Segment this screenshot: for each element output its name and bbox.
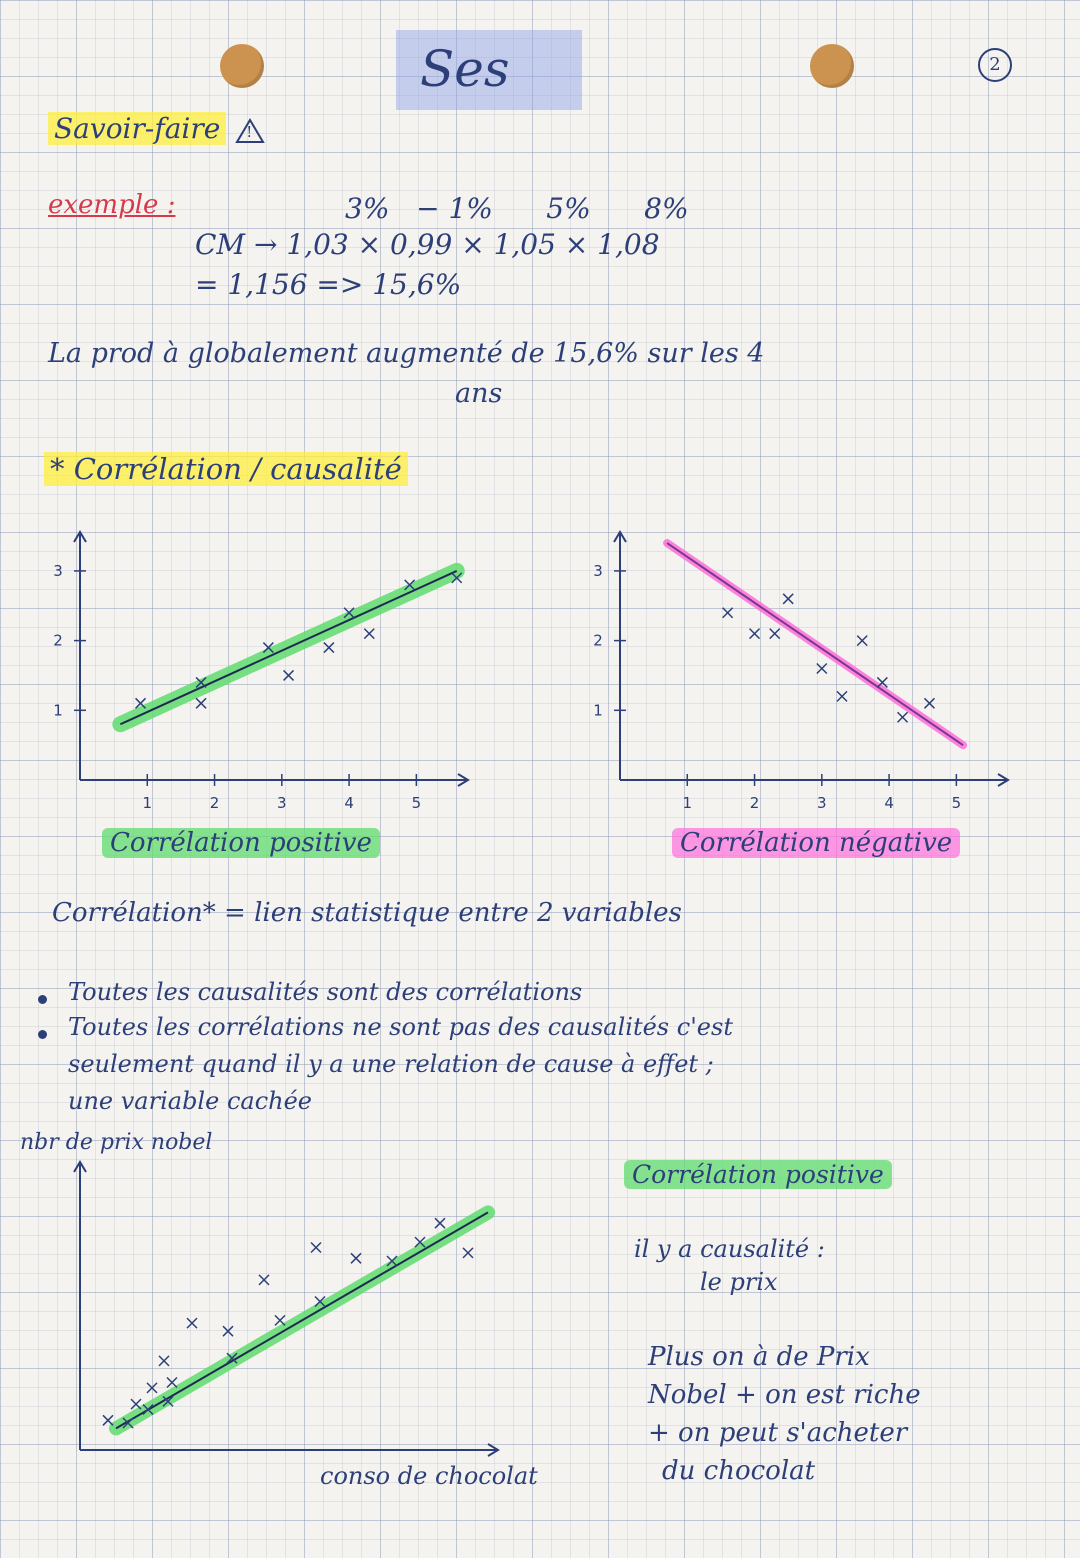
data-point [131,1399,141,1409]
chart-chocolate-nobel [50,1160,530,1480]
y-tick-label: 3 [593,561,603,580]
chart1-caption [102,828,380,858]
explanation-line-2: Nobel + on est riche [648,1380,921,1410]
bullet-dot-2 [38,1030,47,1039]
warning-icon: ! [235,118,265,144]
x-tick-label: 4 [344,794,354,812]
chart3-ylabel: nbr de prix nobel [20,1130,213,1155]
definition: Corrélation* = lien statistique entre 2 variables [52,898,682,928]
data-point [187,1318,197,1328]
page-title: Ses [420,40,510,98]
data-point [103,1415,113,1425]
chart1-caption-text: Corrélation positive [102,828,380,858]
y-tick-label: 1 [593,701,603,720]
x-tick-label: 1 [682,794,693,812]
data-point [159,1356,169,1366]
trend-line [116,1212,488,1428]
trend-line [120,571,456,724]
chart2-caption-text: Corrélation négative [672,828,960,858]
conclusion-line-2: ans [455,378,503,409]
data-point [311,1243,321,1253]
data-point [435,1218,445,1228]
data-point [147,1383,157,1393]
data-point [723,608,733,618]
x-tick-label: 2 [209,794,220,812]
correlation-heading-text: * Corrélation / causalité [44,452,408,486]
data-point [259,1275,269,1285]
page-number: 2 [978,48,1012,82]
x-tick-label: 3 [277,794,287,812]
data-point [770,629,780,639]
right-heading [624,1160,892,1189]
x-tick-label: 5 [411,794,422,812]
data-point [324,643,334,653]
data-point [196,698,206,708]
data-point [223,1326,233,1336]
chart3-xlabel: conso de chocolat [320,1462,538,1490]
bullet-2-cont-2: une variable cachée [68,1087,312,1115]
causality-line-1: il y a causalité : [634,1235,825,1263]
y-tick-label: 3 [53,561,63,580]
data-point [275,1315,285,1325]
data-point [837,691,847,701]
x-tick-label: 4 [884,794,894,812]
data-point [783,594,793,604]
data-point [463,1248,473,1258]
x-tick-label: 1 [142,794,153,812]
data-point [167,1378,177,1388]
bullet-1: Toutes les causalités sont des corrélations [68,978,583,1006]
conclusion-line-1: La prod à globalement augmenté de 15,6% sur les 4 [48,338,765,369]
right-heading-text: Corrélation positive [624,1160,892,1189]
y-tick-label: 2 [53,631,63,650]
data-point [817,663,827,673]
trend-line [667,543,963,745]
causality-line-2: le prix [700,1268,778,1296]
example-label: exemple : [48,190,176,220]
data-point [924,698,934,708]
data-point [351,1253,361,1263]
bullet-dot-1 [38,995,47,1004]
data-point [898,712,908,722]
section-heading-text: Savoir-faire [48,112,226,145]
bullet-2-cont-1: seulement quand il y a une relation de cause à effet ; [68,1050,714,1078]
y-tick-label: 2 [593,631,603,650]
data-point [364,629,374,639]
binder-hole-right [810,44,854,88]
correlation-heading [44,452,408,486]
chart-negative-correlation [580,510,1040,840]
y-tick-label: 1 [53,701,63,720]
explanation-line-4: du chocolat [662,1456,816,1486]
data-point [857,636,867,646]
data-point [284,670,294,680]
section-heading [48,112,265,145]
x-tick-label: 2 [749,794,760,812]
bullet-2: Toutes les corrélations ne sont pas des causalités c'est [68,1013,733,1041]
example-product: CM → 1,03 × 0,99 × 1,05 × 1,08 [195,228,660,261]
x-tick-label: 5 [951,794,962,812]
explanation-line-1: Plus on à de Prix [648,1342,870,1372]
binder-hole-left [220,44,264,88]
x-tick-label: 3 [817,794,827,812]
example-result: = 1,156 => 15,6% [195,268,462,301]
chart-positive-correlation [40,510,500,840]
example-rates: 3% − 1% 5% 8% [345,192,689,225]
data-point [750,629,760,639]
explanation-line-3: + on peut s'acheter [648,1418,908,1448]
chart2-caption [672,828,960,858]
